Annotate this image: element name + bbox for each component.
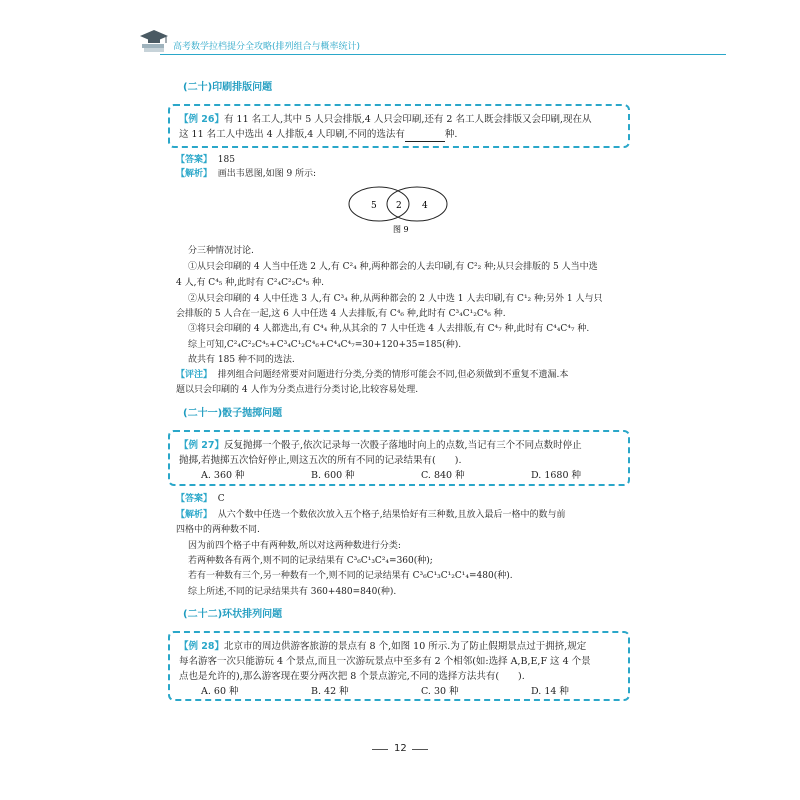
option-b: B. 600 种 <box>311 470 355 481</box>
solution-27-line: 若有一种数有三个,另一种数有一个,则不同的记录结果有 C³₆C¹₃C¹₂C¹₄=480(种). <box>188 571 513 581</box>
solution-26-line: ③将只会印刷的 4 人都选出,有 C⁴₄ 种,从其余的 7 人中任选 4 人去排版,有 C⁴₇ 种,此时有 C⁴₄C⁴₇ 种. <box>188 324 590 334</box>
option-b: B. 42 种 <box>311 686 349 697</box>
example-27-tag: 【例 27】 <box>179 440 225 451</box>
example-27-box <box>168 430 630 486</box>
example-26-line-2: 这 11 名工人中选出 4 人排版,4 人印刷,不同的选法有 种. <box>179 129 458 140</box>
figure-caption: 图 9 <box>393 225 409 234</box>
option-c: C. 840 种 <box>421 470 465 481</box>
solution-27-line: 若两种数各有两个,则不同的记录结果有 C³₆C¹₃C²₄=360(种); <box>188 556 433 566</box>
solution-26-line: 故共有 185 种不同的选法. <box>188 355 295 365</box>
footer-dash-left <box>372 749 388 750</box>
solution-26-line: ①从只会印刷的 4 人当中任选 2 人,有 C²₄ 种,两种都会的人去印刷,有 C²₂ 种;从只会排版的 5 人当中选 <box>188 262 598 272</box>
example-28-box <box>168 631 630 701</box>
note-26-line-2: 题以只会印刷的 4 人作为分类点进行分类讨论,比较容易处理. <box>176 385 419 395</box>
venn-left-value: 5 <box>371 201 377 211</box>
example-27-line-1: 【例 27】反复抛掷一个骰子,依次记录每一次骰子落地时向上的点数,当记有三个不同点数时停止 <box>179 440 582 451</box>
option-c: C. 30 种 <box>421 686 459 697</box>
section-title-20: (二十)印刷排版问题 <box>183 82 273 93</box>
answer-26: 【答案】 185 <box>176 155 235 165</box>
example-28-options <box>179 684 619 699</box>
option-d: D. 1680 种 <box>531 470 582 481</box>
example-28-tag: 【例 28】 <box>179 641 225 652</box>
graduation-cap-books-icon <box>138 26 172 54</box>
option-d: D. 14 种 <box>531 686 569 697</box>
solution-27-line: 因为前四个格子中有两种数,所以对这两种数进行分类: <box>188 541 401 551</box>
solution-27-line: 四格中的两种数不同. <box>176 525 260 535</box>
header-title: 高考数学拉档提分全攻略(排列组合与概率统计) <box>173 42 361 52</box>
header-rule <box>160 54 726 55</box>
solution-26-line: 4 人,有 C⁴₅ 种,此时有 C²₄C²₂C⁴₅ 种. <box>176 278 325 288</box>
solution-26-intro: 【解析】 画出韦恩图,如图 9 所示: <box>176 169 317 179</box>
footer-dash-right <box>412 749 428 750</box>
header-logo <box>138 26 172 54</box>
example-26-box <box>168 104 630 148</box>
solution-26-line: 分三种情况讨论. <box>188 246 254 256</box>
example-26-tag: 【例 26】 <box>179 114 225 125</box>
solution-26-line: 会排版的 5 人合在一起,这 6 人中任选 4 人去排版,有 C⁴₆ 种,此时有 C³₄C¹₂C⁴₆ 种. <box>176 309 506 319</box>
solution-27-line-1: 【解析】 从六个数中任选一个数依次放入五个格子,结果恰好有三种数,且放入最后一格中的数与前 <box>176 510 566 520</box>
section-title-22: (二十二)环状排列问题 <box>183 609 283 620</box>
answer-27: 【答案】 C <box>176 494 225 504</box>
note-26-line-1: 【评注】 排列组合问题经常要对问题进行分类,分类的情形可能会不同,但必须做到不重复不遗漏.本 <box>176 370 569 380</box>
option-a: A. 60 种 <box>201 686 239 697</box>
section-title-21: (二十一)骰子抛掷问题 <box>183 408 283 419</box>
example-28-line-1: 【例 28】北京市的周边供游客旅游的景点有 8 个,如图 10 所示.为了防止假期景点过于拥挤,规定 <box>179 641 587 652</box>
example-28-line-2: 每名游客一次只能游玩 4 个景点,而且一次游玩景点中至多有 2 个相邻(如:选择 A,B,E,F 这 4 个景 <box>179 656 591 667</box>
page-number: 12 <box>394 743 407 754</box>
solution-27-line: 综上所述,不同的记录结果共有 360+480=840(种). <box>188 587 397 597</box>
example-27-line-2: 抛掷,若抛掷五次恰好停止,则这五次的所有不同的记录结果有( ). <box>179 455 462 466</box>
example-26-line-1: 【例 26】有 11 名工人,其中 5 人只会排版,4 人只会印刷,还有 2 名工人既会排版又会印刷,现在从 <box>179 114 592 125</box>
answer-blank <box>405 131 445 142</box>
solution-26-line: ②从只会印刷的 4 人中任选 3 人,有 C³₄ 种,从两种都会的 2 人中选 1 人去印刷,有 C¹₂ 种;另外 1 人与只 <box>188 294 603 304</box>
venn-diagram <box>345 184 455 234</box>
solution-26-line: 综上可知,C²₄C²₂C⁴₅+C³₄C¹₂C⁴₆+C⁴₄C⁴₇=30+120+35=185(种). <box>188 340 462 350</box>
example-27-options <box>179 468 619 483</box>
venn-right-value: 4 <box>422 201 428 211</box>
example-28-line-3: 点也是允许的),那么游客现在要分两次把 8 个景点游完,不同的选择方法共有( ). <box>179 671 525 682</box>
venn-middle-value: 2 <box>396 201 402 211</box>
option-a: A. 360 种 <box>201 470 245 481</box>
